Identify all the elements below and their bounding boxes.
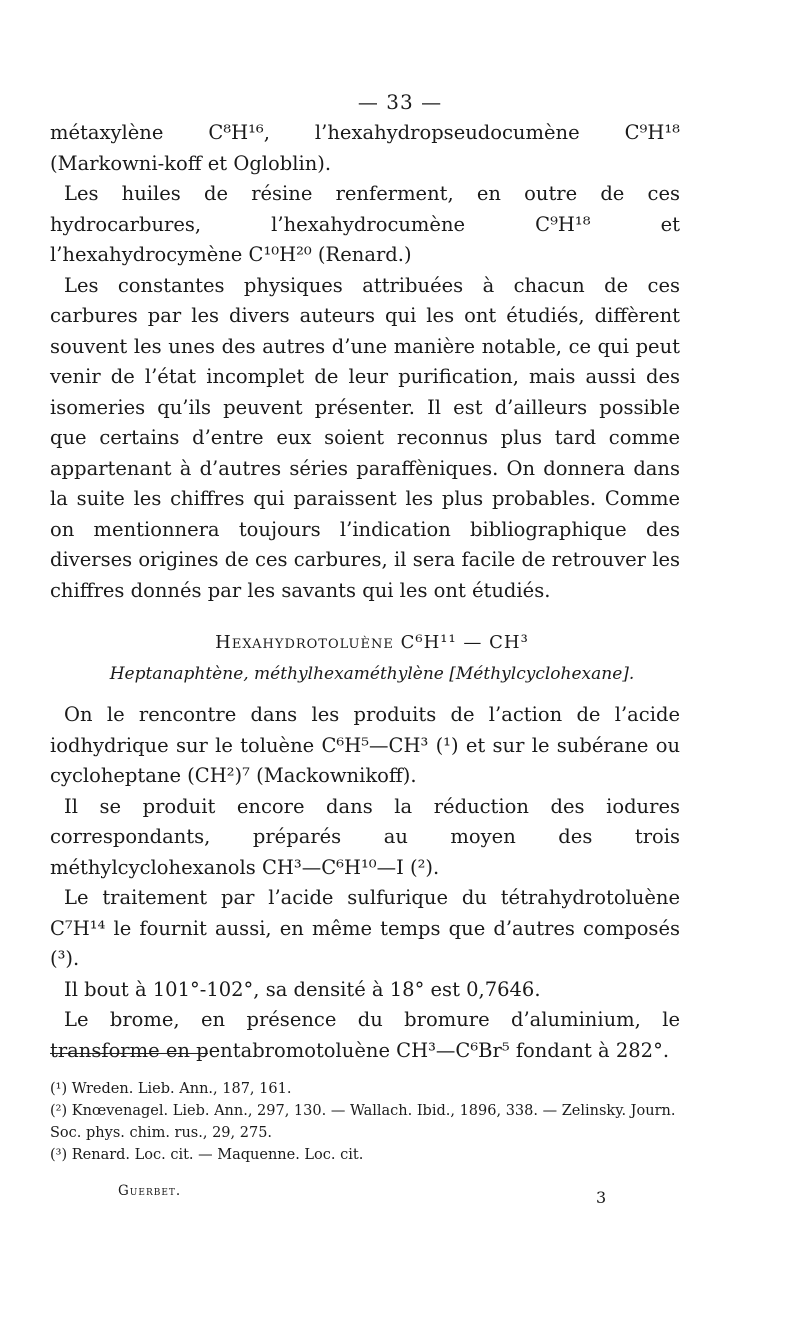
footnote-rule xyxy=(50,1053,208,1054)
section-subheading: Heptanaphtène, méthylhexaméthylène [Méthylcyclohexane]. xyxy=(109,663,635,684)
section xyxy=(50,628,680,689)
paragraph-physical-constants: Les constantes physiques attribuées à chacun de ces carbures par les divers auteurs qui les ont étudiés, diffèrent souvent les unes des autres d’une manière notable, ce qui peut venir de l’état incomplet de leur purification, mais aussi des isomeries qu’ils peuvent présenter. Il est d’ailleurs possible que certains d’entre eux soient reconnus plus tard comme appartenant à d’autres séries paraffèniques. On donnera dans la suite les chiffres qui paraissent les plus probables. Comme on mentionnera toujours l’indication bibliographique des diverses origines de ces carbures, il sera facile de retrouver les chiffres donnés par les savants qui les ont étudiés. xyxy=(50,273,680,602)
footnote-2: (²) Knœvenagel. Lieb. Ann., 297, 130. — Wallach. Ibid., 1896, 338. — Zelinsky. Journ. Soc. phys. chim. rus., 29, 275. xyxy=(50,1103,676,1141)
footnotes xyxy=(50,1078,680,1166)
footnote-3: (³) Renard. Loc. cit. — Maquenne. Loc. cit. xyxy=(50,1147,364,1163)
section-body xyxy=(50,700,680,1066)
paragraph-bromine: Le brome, en présence du bromure d’aluminium, le transforme en pentabromotoluène CH³—C⁶Br⁵ fondant à 282°. xyxy=(50,1008,680,1062)
intro-line: métaxylène C⁸H¹⁶, l’hexahydropseudocumène C⁹H¹⁸ (Markowni-koff et Ogloblin). xyxy=(50,121,680,175)
paragraph-boiling-point: Il bout à 101°-102°, sa densité à 18° est 0,7646. xyxy=(64,977,541,1001)
paragraph-occurrence: On le rencontre dans les produits de l’action de l’acide iodhydrique sur le toluène C⁶H⁵—CH³ (¹) et sur le subérane ou cycloheptane (CH²)⁷ (Mackownikoff). xyxy=(50,703,680,787)
body-text xyxy=(50,118,680,606)
paragraph-sulfuric: Le traitement par l’acide sulfurique du tétrahydrotoluène C⁷H¹⁴ le fournit aussi, en même temps que d’autres composés (³). xyxy=(50,886,680,970)
printer-signature: Guerbet. xyxy=(118,1183,182,1199)
page-number: — 33 — xyxy=(357,90,443,114)
paragraph-resin-oils: Les huiles de résine renferment, en outre de ces hydrocarbures, l’hexahydrocumène C⁹H¹⁸ et l’hexahydrocymène C¹⁰H²⁰ (Renard.) xyxy=(50,182,680,266)
section-heading: Hexahydrotoluène C⁶H¹¹ — CH³ xyxy=(215,632,529,653)
paragraph-reduction: Il se produit encore dans la réduction des iodures correspondants, préparés au moyen des trois méthylcyclohexanols CH³—C⁶H¹⁰—I (²). xyxy=(50,794,680,879)
footnote-1: (¹) Wreden. Lieb. Ann., 187, 161. xyxy=(50,1081,292,1097)
signature-number: 3 xyxy=(596,1188,607,1207)
